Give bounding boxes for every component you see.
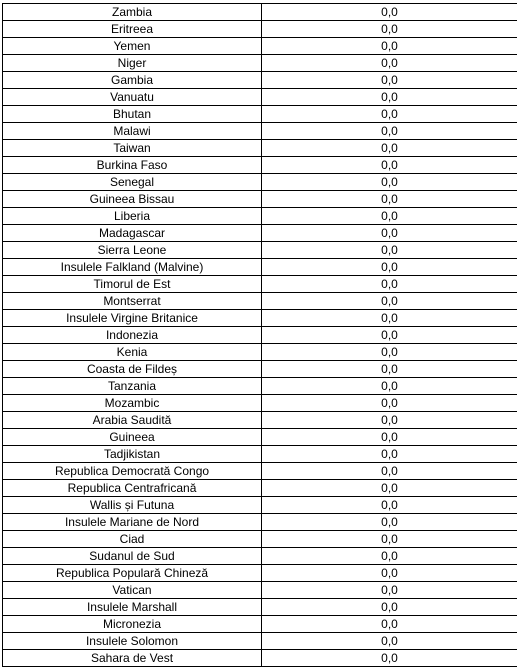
value-cell: 0,0: [262, 123, 517, 140]
value-cell: 0,0: [262, 174, 517, 191]
value-cell: 0,0: [262, 412, 517, 429]
country-cell: Kenia: [3, 344, 262, 361]
table-row: [3, 191, 517, 208]
value-cell: 0,0: [262, 327, 517, 344]
table-row: [3, 548, 517, 565]
table-row: [3, 633, 517, 650]
table-row: [3, 531, 517, 548]
value-cell: 0,0: [262, 531, 517, 548]
country-cell: Tanzania: [3, 378, 262, 395]
table-row: [3, 310, 517, 327]
table-row: [3, 395, 517, 412]
country-cell: Yemen: [3, 38, 262, 55]
table-row: [3, 327, 517, 344]
table-row: [3, 446, 517, 463]
country-cell: Insulele Solomon: [3, 633, 262, 650]
table-row: [3, 650, 517, 667]
country-cell: Madagascar: [3, 225, 262, 242]
country-cell: Arabia Saudită: [3, 412, 262, 429]
country-cell: Burkina Faso: [3, 157, 262, 174]
value-cell: 0,0: [262, 633, 517, 650]
table-row: [3, 38, 517, 55]
country-cell: Insulele Falkland (Malvine): [3, 259, 262, 276]
value-cell: 0,0: [262, 259, 517, 276]
country-cell: Niger: [3, 55, 262, 72]
table-row: [3, 174, 517, 191]
table-row: [3, 157, 517, 174]
value-cell: 0,0: [262, 208, 517, 225]
value-cell: 0,0: [262, 4, 517, 21]
value-cell: 0,0: [262, 293, 517, 310]
table-row: [3, 106, 517, 123]
country-cell: Wallis și Futuna: [3, 497, 262, 514]
country-cell: Taiwan: [3, 140, 262, 157]
country-cell: Tadjikistan: [3, 446, 262, 463]
country-cell: Zambia: [3, 4, 262, 21]
country-cell: Republica Centrafricană: [3, 480, 262, 497]
country-cell: Indonezia: [3, 327, 262, 344]
country-cell: Gambia: [3, 72, 262, 89]
value-cell: 0,0: [262, 140, 517, 157]
table-row: [3, 72, 517, 89]
country-cell: Senegal: [3, 174, 262, 191]
table-row: [3, 480, 517, 497]
value-cell: 0,0: [262, 599, 517, 616]
value-cell: 0,0: [262, 463, 517, 480]
table-body: [3, 4, 517, 667]
table-row: [3, 242, 517, 259]
country-cell: Insulele Marshall: [3, 599, 262, 616]
value-cell: 0,0: [262, 225, 517, 242]
value-cell: 0,0: [262, 361, 517, 378]
value-cell: 0,0: [262, 344, 517, 361]
table-row: [3, 89, 517, 106]
value-cell: 0,0: [262, 378, 517, 395]
table-row: [3, 616, 517, 633]
table-row: [3, 599, 517, 616]
value-cell: 0,0: [262, 106, 517, 123]
table-row: [3, 565, 517, 582]
country-cell: Montserrat: [3, 293, 262, 310]
country-value-table: [2, 3, 517, 667]
value-cell: 0,0: [262, 89, 517, 106]
table-row: [3, 21, 517, 38]
table-row: [3, 412, 517, 429]
value-cell: 0,0: [262, 276, 517, 293]
value-cell: 0,0: [262, 191, 517, 208]
country-cell: Liberia: [3, 208, 262, 225]
country-cell: Ciad: [3, 531, 262, 548]
country-value-table-wrapper: [2, 3, 517, 667]
country-cell: Guineea: [3, 429, 262, 446]
country-cell: Sierra Leone: [3, 242, 262, 259]
table-row: [3, 55, 517, 72]
value-cell: 0,0: [262, 514, 517, 531]
value-cell: 0,0: [262, 480, 517, 497]
value-cell: 0,0: [262, 446, 517, 463]
table-row: [3, 123, 517, 140]
value-cell: 0,0: [262, 157, 517, 174]
value-cell: 0,0: [262, 55, 517, 72]
country-cell: Vanuatu: [3, 89, 262, 106]
table-row: [3, 208, 517, 225]
value-cell: 0,0: [262, 497, 517, 514]
value-cell: 0,0: [262, 548, 517, 565]
table-row: [3, 293, 517, 310]
country-cell: Bhutan: [3, 106, 262, 123]
value-cell: 0,0: [262, 429, 517, 446]
country-cell: Mozambic: [3, 395, 262, 412]
country-cell: Micronezia: [3, 616, 262, 633]
table-row: [3, 259, 517, 276]
value-cell: 0,0: [262, 72, 517, 89]
country-cell: Eritreea: [3, 21, 262, 38]
value-cell: 0,0: [262, 310, 517, 327]
country-cell: Insulele Mariane de Nord: [3, 514, 262, 531]
table-row: [3, 582, 517, 599]
country-cell: Republica Democrată Congo: [3, 463, 262, 480]
value-cell: 0,0: [262, 565, 517, 582]
table-row: [3, 344, 517, 361]
table-row: [3, 4, 517, 21]
table-row: [3, 140, 517, 157]
country-cell: Coasta de Fildeș: [3, 361, 262, 378]
country-cell: Malawi: [3, 123, 262, 140]
value-cell: 0,0: [262, 616, 517, 633]
country-cell: Timorul de Est: [3, 276, 262, 293]
country-cell: Vatican: [3, 582, 262, 599]
country-cell: Sudanul de Sud: [3, 548, 262, 565]
country-cell: Republica Populară Chineză: [3, 565, 262, 582]
table-row: [3, 378, 517, 395]
value-cell: 0,0: [262, 582, 517, 599]
value-cell: 0,0: [262, 38, 517, 55]
country-cell: Sahara de Vest: [3, 650, 262, 667]
table-row: [3, 225, 517, 242]
table-row: [3, 514, 517, 531]
table-row: [3, 497, 517, 514]
country-cell: Insulele Virgine Britanice: [3, 310, 262, 327]
value-cell: 0,0: [262, 21, 517, 38]
country-cell: Guineea Bissau: [3, 191, 262, 208]
value-cell: 0,0: [262, 242, 517, 259]
table-row: [3, 276, 517, 293]
table-row: [3, 429, 517, 446]
table-row: [3, 463, 517, 480]
value-cell: 0,0: [262, 650, 517, 667]
value-cell: 0,0: [262, 395, 517, 412]
table-row: [3, 361, 517, 378]
